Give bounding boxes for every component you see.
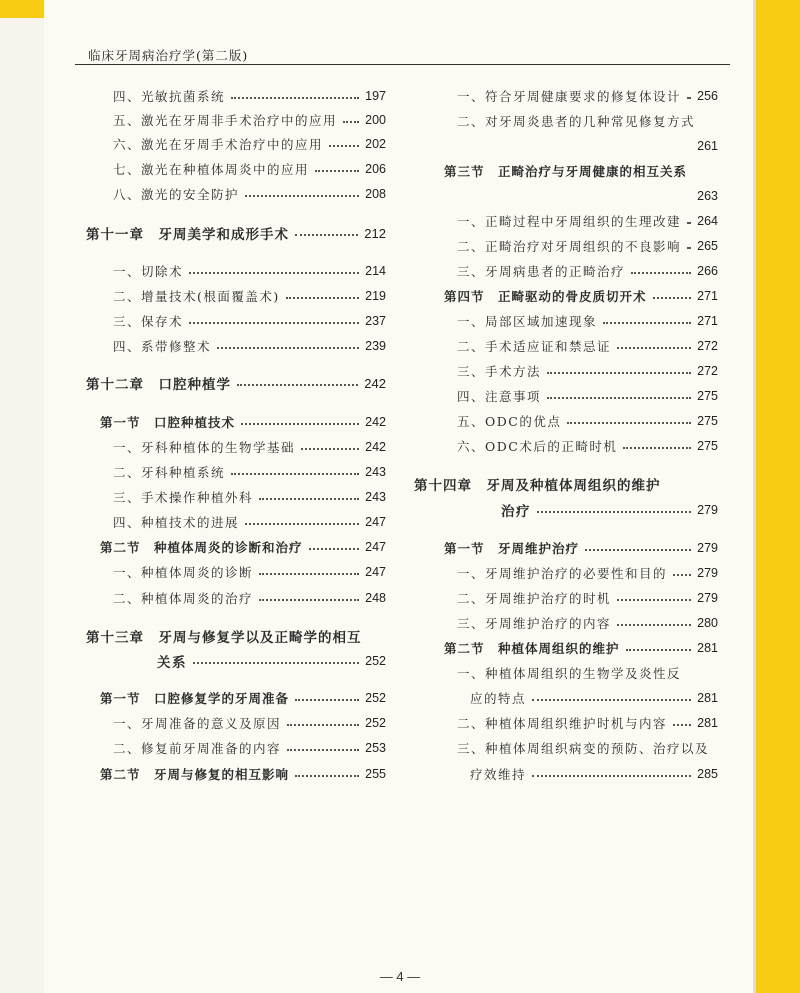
- toc-entry-title: 一、种植体周炎的诊断: [113, 565, 254, 580]
- leader-dots: [295, 234, 358, 236]
- toc-entry-title: 二、修复前牙周准备的内容: [113, 741, 282, 756]
- toc-section: [86, 763, 386, 785]
- toc-entry-title: 八、激光的安全防护: [113, 187, 240, 202]
- leader-dots: [329, 145, 359, 147]
- toc-entry-page: 253: [365, 741, 386, 755]
- leader-dots: [189, 322, 359, 324]
- leader-dots: [547, 397, 691, 399]
- leader-dots: [673, 724, 691, 726]
- header-rule: [75, 64, 730, 65]
- toc-section-page: 279: [697, 541, 718, 555]
- toc-entry-page: 197: [365, 89, 386, 103]
- toc-chapter-title: 治疗: [501, 504, 531, 520]
- leader-dots: [237, 384, 358, 386]
- toc-entry-title: 一、牙周准备的意义及原因: [113, 716, 282, 731]
- toc-entry-page: 219: [365, 289, 386, 303]
- toc-chapter-page: 279: [697, 503, 718, 517]
- toc-entry-page: 208: [365, 187, 386, 201]
- toc-entry-page: 242: [365, 440, 386, 454]
- leader-dots: [245, 195, 359, 197]
- toc-entry-title: 二、牙科种植系统: [113, 465, 226, 480]
- corner-tab: [0, 0, 44, 18]
- leader-dots: [295, 775, 359, 777]
- toc-entry-title: 一、正畸过程中牙周组织的生理改建: [457, 214, 682, 229]
- toc-entry: [86, 561, 386, 583]
- toc-entry: [86, 310, 386, 332]
- toc-entry-page: 243: [365, 490, 386, 504]
- leader-dots: [245, 523, 359, 525]
- toc-entry: [430, 662, 718, 684]
- toc-entry: [86, 712, 386, 734]
- toc-entry: [430, 235, 718, 257]
- leader-dots: [295, 699, 359, 701]
- toc-entry-title: 四、注意事项: [457, 389, 542, 404]
- toc-section-title: 第一节 口腔修复学的牙周准备: [100, 691, 290, 706]
- leader-dots: [532, 699, 691, 701]
- toc-entry-page: 281: [697, 716, 718, 730]
- toc-section-title: 第一节 牙周维护治疗: [444, 541, 580, 556]
- toc-section-page: 242: [365, 415, 386, 429]
- toc-entry-page: 237: [365, 314, 386, 328]
- toc-entry-title: 四、种植技术的进展: [113, 515, 240, 530]
- toc-entry: [86, 133, 386, 155]
- toc-entry-title: 三、手术方法: [457, 364, 542, 379]
- toc-entry: [86, 335, 386, 357]
- leader-dots: [687, 97, 691, 99]
- toc-entry: [430, 385, 718, 407]
- toc-entry: [430, 310, 718, 332]
- leader-dots: [585, 549, 691, 551]
- toc-entry: [430, 712, 718, 734]
- toc-entry-page: 272: [697, 364, 718, 378]
- leader-dots: [231, 473, 359, 475]
- toc-entry-title: 二、正畸治疗对牙周组织的不良影响: [457, 239, 682, 254]
- leader-dots: [532, 775, 691, 777]
- leader-dots: [537, 511, 691, 513]
- toc-entry-title: 三、保存术: [113, 314, 184, 329]
- toc-entry: [86, 285, 386, 307]
- toc-entry-page: 200: [365, 113, 386, 127]
- toc-section: [86, 411, 386, 433]
- toc-section-title: 第一节 口腔种植技术: [100, 415, 236, 430]
- toc-entry-title: 一、牙周维护治疗的必要性和目的: [457, 566, 668, 581]
- toc-entry-page: 266: [697, 264, 718, 278]
- toc-entry-title: 二、手术适应证和禁忌证: [457, 339, 612, 354]
- toc-entry-continuation: [430, 135, 718, 157]
- leader-dots: [315, 170, 359, 172]
- toc-entry-page: 264: [697, 214, 718, 228]
- toc-entry-title: 三、牙周病患者的正畸治疗: [457, 264, 626, 279]
- toc-entry-title: 一、牙科种植体的生物学基础: [113, 440, 296, 455]
- running-head: 临床牙周病治疗学(第二版): [88, 48, 249, 63]
- toc-entry-title: 六、激光在牙周手术治疗中的应用: [113, 137, 324, 152]
- toc-chapter: [86, 372, 386, 394]
- leader-dots: [617, 347, 691, 349]
- toc-entry-page: 272: [697, 339, 718, 353]
- toc-entry-title: 五、ODC的优点: [457, 414, 562, 429]
- toc-entry: [86, 737, 386, 759]
- toc-section-page: 271: [697, 289, 718, 303]
- toc-entry-page: 280: [697, 616, 718, 630]
- toc-section: [430, 285, 718, 307]
- toc-entry: [86, 511, 386, 533]
- toc-entry-page: 206: [365, 162, 386, 176]
- toc-entry-page: 202: [365, 137, 386, 151]
- toc-entry-title: 六、ODC术后的正畸时机: [457, 439, 618, 454]
- toc-entry-page: 271: [697, 314, 718, 328]
- toc-entry: [430, 210, 718, 232]
- toc-section-page: 247: [365, 540, 386, 554]
- toc-entry: [86, 158, 386, 180]
- toc-entry-title: 三、牙周维护治疗的内容: [457, 616, 612, 631]
- leader-dots: [259, 573, 359, 575]
- leader-dots: [217, 347, 359, 349]
- toc-entry-title: 一、种植体周组织的生物学及炎性反: [457, 666, 682, 681]
- toc-section-title: 第二节 种植体周组织的维护: [444, 641, 620, 656]
- toc-section-title: 第四节 正畸驱动的骨皮质切开术: [444, 289, 647, 304]
- toc-entry-title: 三、种植体周组织病变的预防、治疗以及: [457, 741, 710, 756]
- toc-entry: [430, 562, 718, 584]
- leader-dots: [259, 498, 359, 500]
- page-number: — 4 —: [379, 969, 421, 984]
- toc-entry-title: 疗效维持: [470, 767, 527, 782]
- toc-chapter-title: 第十一章 牙周美学和成形手术: [86, 227, 289, 243]
- leader-dots: [623, 447, 691, 449]
- toc-chapter: [86, 222, 386, 244]
- leader-dots: [287, 724, 359, 726]
- toc-chapter-continuation: [86, 650, 386, 672]
- toc-entry: [86, 109, 386, 131]
- toc-entry: [86, 260, 386, 282]
- toc-section: [430, 637, 718, 659]
- leader-dots: [617, 624, 691, 626]
- toc-chapter-title: 第十三章 牙周与修复学以及正畸学的相互: [86, 630, 362, 646]
- toc-entry: [430, 587, 718, 609]
- toc-section-title: 第三节 正畸治疗与牙周健康的相互关系: [444, 164, 688, 179]
- toc-entry-page: 279: [697, 566, 718, 580]
- toc-entry-title: 二、种植体周炎的治疗: [113, 591, 254, 606]
- toc-entry-page: 247: [365, 515, 386, 529]
- leader-dots: [189, 272, 359, 274]
- toc-entry-page: 243: [365, 465, 386, 479]
- leader-dots: [286, 297, 359, 299]
- leader-dots: [673, 574, 691, 576]
- leader-dots: [547, 372, 691, 374]
- toc-entry-page: 279: [697, 591, 718, 605]
- toc-entry-page: 275: [697, 389, 718, 403]
- toc-entry-title: 二、牙周维护治疗的时机: [457, 591, 612, 606]
- toc-entry: [430, 335, 718, 357]
- toc-entry-page: 248: [365, 591, 386, 605]
- toc-entry-title: 二、增量技术(根面覆盖术): [113, 289, 280, 304]
- toc-entry: [86, 461, 386, 483]
- toc-chapter-continuation: [430, 499, 718, 521]
- toc-entry: [86, 183, 386, 205]
- toc-entry-continuation: [430, 763, 718, 785]
- leader-dots: [631, 272, 691, 274]
- toc-section: [430, 160, 718, 182]
- toc-entry: [86, 436, 386, 458]
- toc-chapter: [414, 473, 718, 495]
- leader-dots: [241, 423, 359, 425]
- toc-entry-title: 四、光敏抗菌系统: [113, 89, 226, 104]
- toc-section-page: 252: [365, 691, 386, 705]
- toc-entry-page: 252: [365, 716, 386, 730]
- toc-entry-continuation: [430, 687, 718, 709]
- toc-entry: [430, 410, 718, 432]
- toc-chapter-title: 第十四章 牙周及种植体周组织的维护: [414, 478, 661, 494]
- toc-entry-title: 二、种植体周组织维护时机与内容: [457, 716, 668, 731]
- toc-chapter: [86, 625, 386, 647]
- toc-entry: [430, 360, 718, 382]
- toc-entry-page: 261: [697, 139, 718, 153]
- leader-dots: [259, 599, 359, 601]
- toc-section: [86, 536, 386, 558]
- leader-dots: [687, 247, 691, 249]
- toc-entry-page: 256: [697, 89, 718, 103]
- toc-entry-page: 275: [697, 439, 718, 453]
- toc-entry-title: 五、激光在牙周非手术治疗中的应用: [113, 113, 338, 128]
- toc-section-continuation: [430, 185, 718, 207]
- toc-section: [86, 687, 386, 709]
- toc-entry-page: 214: [365, 264, 386, 278]
- toc-entry-title: 四、系带修整术: [113, 339, 212, 354]
- toc-section-page: 255: [365, 767, 386, 781]
- leader-dots: [603, 322, 691, 324]
- toc-entry-page: 275: [697, 414, 718, 428]
- leader-dots: [343, 121, 359, 123]
- toc-chapter-title: 第十二章 口腔种植学: [86, 377, 231, 393]
- toc-entry: [430, 435, 718, 457]
- toc-entry: [430, 737, 718, 759]
- toc-section-page: 263: [697, 189, 718, 203]
- toc-entry-title: 七、激光在种植体周炎中的应用: [113, 162, 310, 177]
- toc-entry-page: 281: [697, 691, 718, 705]
- toc-entry: [86, 85, 386, 107]
- toc-entry: [430, 85, 718, 107]
- toc-section-title: 第二节 种植体周炎的诊断和治疗: [100, 540, 303, 555]
- leader-dots: [231, 97, 359, 99]
- toc-entry-page: 285: [697, 767, 718, 781]
- toc-entry: [86, 587, 386, 609]
- toc-entry-title: 一、局部区域加速现象: [457, 314, 598, 329]
- leader-dots: [653, 297, 692, 299]
- toc-chapter-title: 关系: [157, 655, 187, 671]
- toc-chapter-page: 252: [365, 654, 386, 668]
- yellow-side-bar: [756, 0, 800, 993]
- toc-entry-page: 247: [365, 565, 386, 579]
- toc-entry-title: 一、符合牙周健康要求的修复体设计: [457, 89, 682, 104]
- toc-section-title: 第二节 牙周与修复的相互影响: [100, 767, 290, 782]
- toc-entry-title: 一、切除术: [113, 264, 184, 279]
- toc-entry-title: 三、手术操作种植外科: [113, 490, 254, 505]
- leader-dots: [617, 599, 691, 601]
- toc-entry: [430, 110, 718, 132]
- toc-chapter-page: 242: [364, 375, 386, 391]
- toc-entry-page: 265: [697, 239, 718, 253]
- toc-entry: [430, 260, 718, 282]
- leader-dots: [193, 662, 359, 664]
- toc-entry: [86, 486, 386, 508]
- leader-dots: [309, 548, 360, 550]
- toc-entry-title: 二、对牙周炎患者的几种常见修复方式: [457, 114, 696, 129]
- toc-section-page: 281: [697, 641, 718, 655]
- leader-dots: [301, 448, 359, 450]
- toc-entry: [430, 612, 718, 634]
- toc-entry-page: 239: [365, 339, 386, 353]
- leader-dots: [626, 649, 692, 651]
- leader-dots: [687, 222, 691, 224]
- leader-dots: [287, 749, 359, 751]
- toc-section: [430, 537, 718, 559]
- leader-dots: [567, 422, 691, 424]
- toc-chapter-page: 212: [364, 225, 386, 241]
- toc-entry-title: 应的特点: [470, 691, 527, 706]
